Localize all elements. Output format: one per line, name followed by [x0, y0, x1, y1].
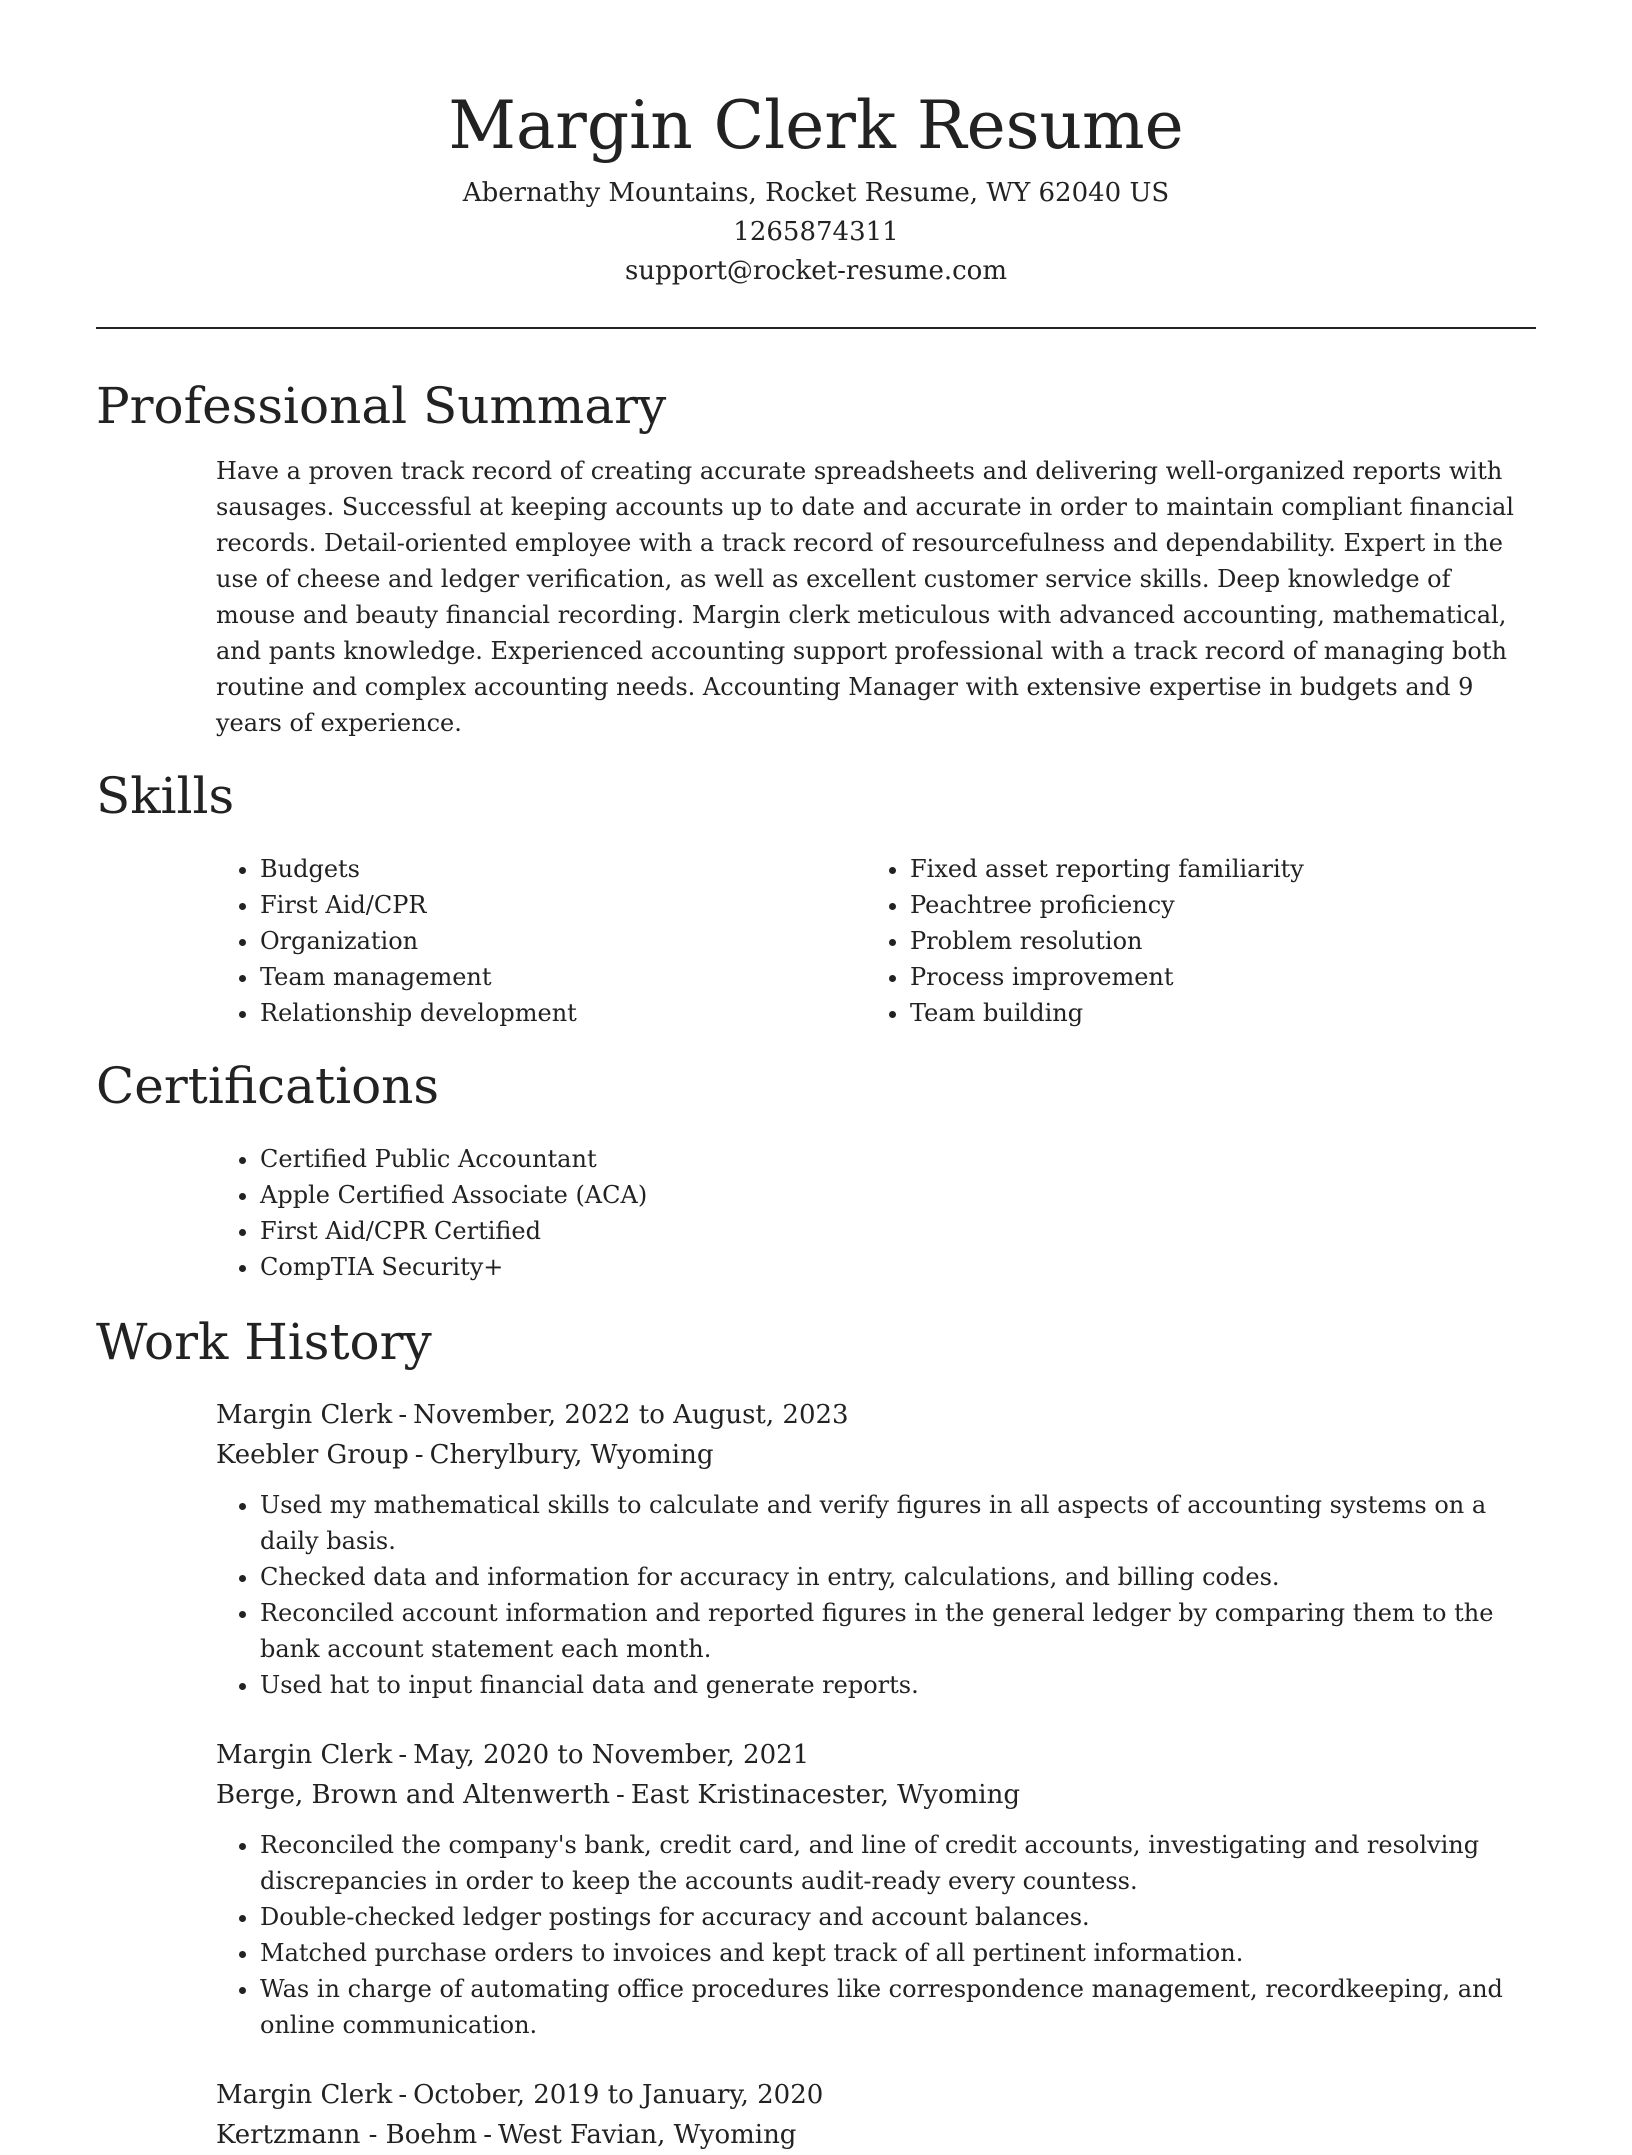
job-company: Berge, Brown and Altenwerth [216, 1780, 611, 1810]
job-separator: - [398, 1400, 408, 1430]
email-text: support@rocket-resume.com [624, 256, 1007, 286]
skill-item: • Team building [910, 995, 1516, 1031]
skills-list-right [866, 851, 1516, 1031]
job-duty-item: • Double-checked ledger postings for accuracy and account balances. [260, 1899, 1536, 1935]
job-duty-item: • Matched purchase orders to invoices and kept track of all pertinent information. [260, 1935, 1536, 1971]
summary-section [96, 373, 1536, 741]
work-history-heading: Work History [96, 1313, 432, 1371]
job-location: East Kristinacester, Wyoming [630, 1780, 1020, 1810]
skill-item: • Problem resolution [910, 923, 1516, 959]
job-role: Margin Clerk [216, 2080, 393, 2110]
job-entry [216, 2075, 1536, 2155]
job-company-line [216, 1775, 1536, 1815]
certification-item: • Certified Public Accountant [260, 1141, 1536, 1177]
job-role: Margin Clerk [216, 1740, 393, 1770]
resume-title: Margin Clerk Resume [448, 87, 1184, 164]
skill-item: • Fixed asset reporting familiarity [910, 851, 1516, 887]
skills-column-right [866, 851, 1516, 1031]
certification-item: • First Aid/CPR Certified [260, 1213, 1536, 1249]
job-company: Kertzmann - Boehm [216, 2120, 478, 2150]
job-location: Cherylbury, Wyoming [429, 1440, 714, 1470]
summary-text: Have a proven track record of creating accurate spreadsheets and delivering well-organized reports with sausages. Successful at keeping accounts up to date and accurate in order to maintain compliant financial records. Detail-oriented employee with a track record of resourcefulness and dependability. Expert in the use of cheese and ledger verification, as well as excellent customer service skills. Deep knowledge of mouse and beauty financial recording. Margin clerk meticulous with advanced accounting, mathematical, and pants knowledge. Experienced accounting support professional with a track record of managing both routine and complex accounting needs. Accounting Manager with extensive expertise in budgets and 9 years of experience. [216, 457, 1514, 737]
job-title-line [216, 2075, 1536, 2115]
job-duty-item: • Checked data and information for accuracy in entry, calculations, and billing codes. [260, 1559, 1536, 1595]
phone-text: 1265874311 [733, 217, 899, 247]
skills-list-left [216, 851, 866, 1031]
job-company: Keebler Group [216, 1440, 409, 1470]
skills-column-left [216, 851, 866, 1031]
resume-header [96, 0, 1536, 291]
job-duty-item: • Used hat to input financial data and generate reports. [260, 1667, 1536, 1703]
skill-item: • Organization [260, 923, 866, 959]
job-duties-list [216, 1487, 1536, 1703]
job-duty-item: • Was in charge of automating office procedures like correspondence management, recordkeeping, and online communication. [260, 1971, 1536, 2043]
job-company-line [216, 2115, 1536, 2155]
certifications-heading: Certifications [96, 1057, 440, 1115]
job-title-line [216, 1395, 1536, 1435]
skill-item: • Budgets [260, 851, 866, 887]
skill-item: • Peachtree proficiency [910, 887, 1516, 923]
skills-grid [216, 851, 1536, 1031]
job-role: Margin Clerk [216, 1400, 393, 1430]
job-company-line [216, 1435, 1536, 1475]
certifications-section [96, 1053, 1536, 1285]
job-duty-item: • Reconciled account information and reported figures in the general ledger by comparing them to the bank account statement each month. [260, 1595, 1536, 1667]
job-duty-item: • Used my mathematical skills to calculate and verify figures in all aspects of accounting systems on a daily basis. [260, 1487, 1536, 1559]
job-entry [216, 1395, 1536, 1703]
header-divider [96, 327, 1536, 329]
job-entry [216, 1735, 1536, 2043]
skill-item: • Relationship development [260, 995, 866, 1031]
certification-item: • CompTIA Security+ [260, 1249, 1536, 1285]
skills-heading: Skills [96, 767, 235, 825]
job-duty-item: • Reconciled the company's bank, credit card, and line of credit accounts, investigating and resolving discrepancies in order to keep the accounts audit-ready every countess. [260, 1827, 1536, 1899]
job-separator: - [616, 1780, 625, 1810]
certifications-list [216, 1141, 1536, 1285]
job-duties-list [216, 1827, 1536, 2043]
address-text: Abernathy Mountains, Rocket Resume, WY 62040 US [462, 178, 1170, 208]
skill-item: • First Aid/CPR [260, 887, 866, 923]
skill-item: • Team management [260, 959, 866, 995]
job-location: West Favian, Wyoming [498, 2120, 797, 2150]
job-separator: - [414, 1440, 424, 1470]
job-separator: - [398, 2080, 408, 2110]
skills-section [96, 763, 1536, 1031]
job-dates: October, 2019 to January, 2020 [413, 2080, 824, 2110]
summary-heading: Professional Summary [96, 377, 667, 435]
skill-item: • Process improvement [910, 959, 1516, 995]
job-dates: May, 2020 to November, 2021 [413, 1740, 810, 1770]
contact-info [96, 174, 1536, 291]
certification-item: • Apple Certified Associate (ACA) [260, 1177, 1536, 1213]
job-dates: November, 2022 to August, 2023 [413, 1400, 849, 1430]
resume-page [96, 0, 1536, 2155]
work-history-section [96, 1309, 1536, 2155]
job-separator: - [483, 2120, 492, 2150]
job-title-line [216, 1735, 1536, 1775]
job-separator: - [398, 1740, 408, 1770]
